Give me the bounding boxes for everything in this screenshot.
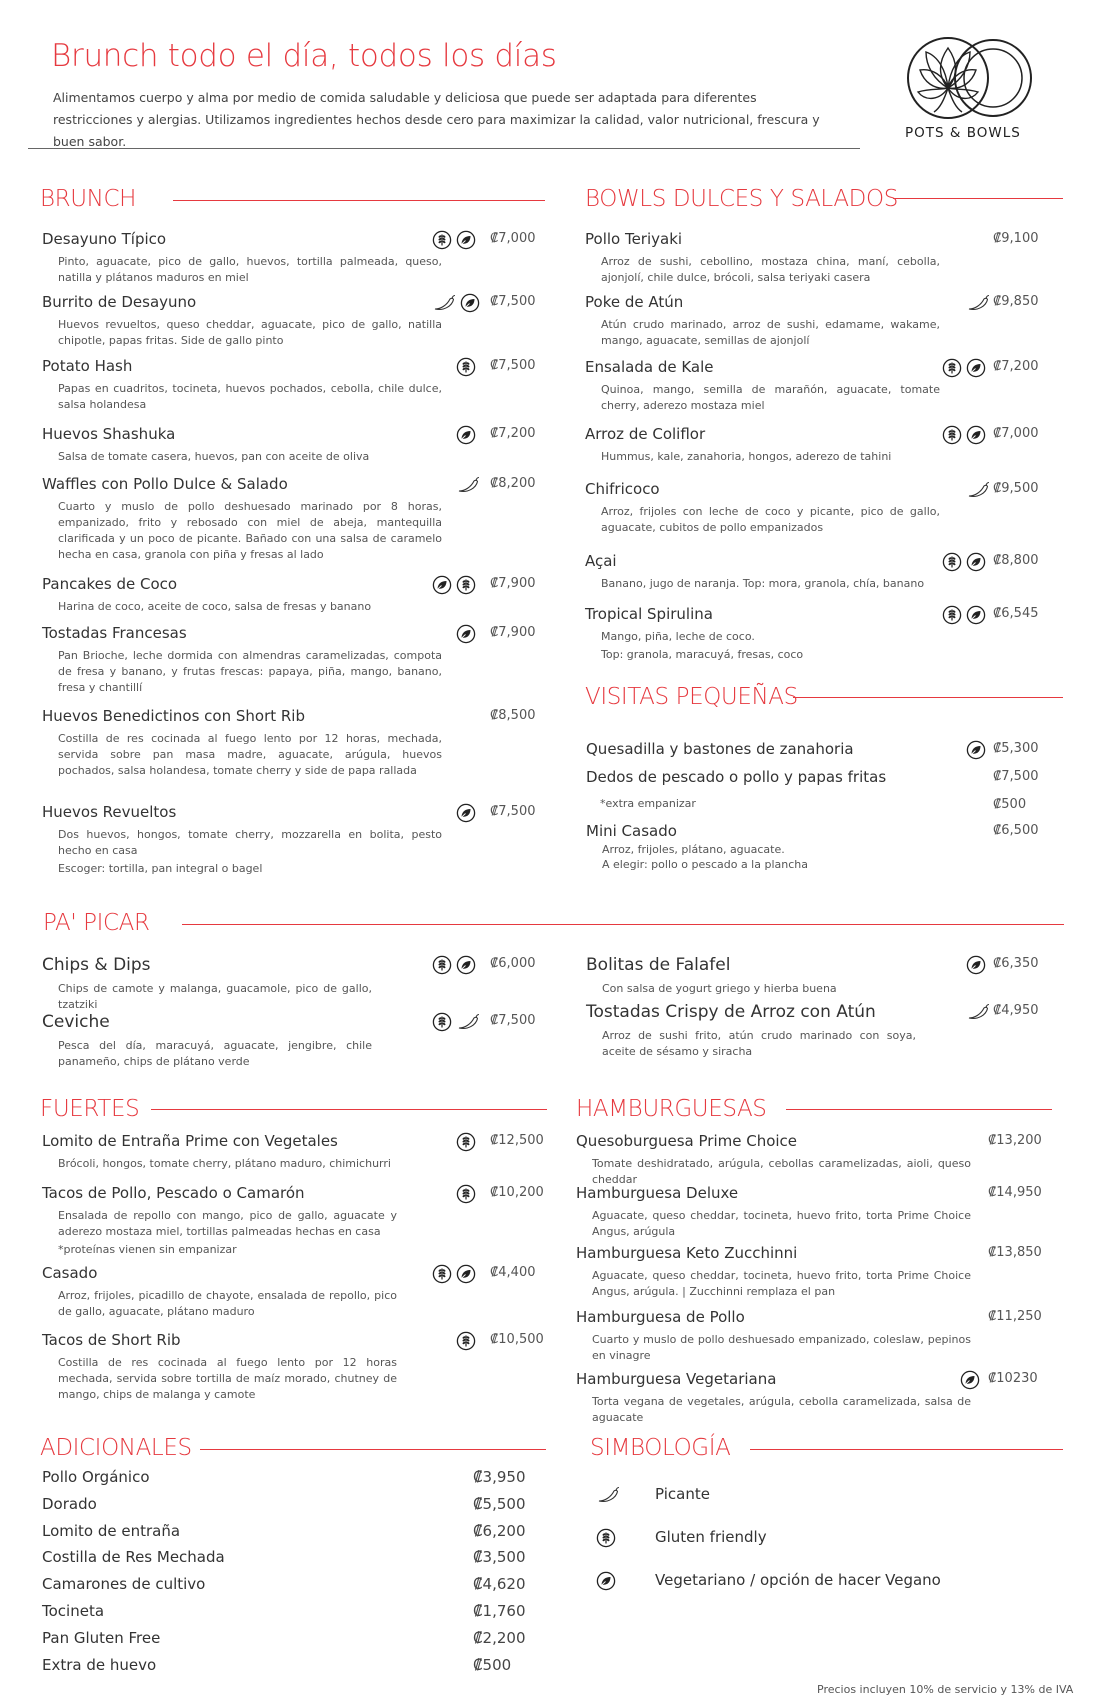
diet-icons xyxy=(456,357,476,381)
page-title: Brunch todo el día, todos los días xyxy=(51,38,557,74)
section-divider xyxy=(750,1449,1063,1450)
additional-price: ₡5,500 xyxy=(473,1494,526,1513)
vegetarian-leaf-icon xyxy=(966,425,986,449)
menu-item xyxy=(576,1132,971,1188)
vegetarian-leaf-icon xyxy=(966,552,986,576)
item-name: Bolitas de Falafel xyxy=(586,955,731,975)
item-price: ₡7,200 xyxy=(490,426,536,441)
gluten-free-icon xyxy=(942,425,962,449)
item-name: Mini Casado xyxy=(586,822,677,840)
item-price: ₡10230 xyxy=(988,1371,1038,1386)
chili-pepper-icon xyxy=(596,1485,620,1505)
item-price: ₡9,850 xyxy=(993,294,1039,309)
header-divider xyxy=(28,148,860,149)
item-note: *extra empanizar xyxy=(600,797,696,810)
vegetarian-leaf-icon xyxy=(966,740,986,764)
item-name: Tacos de Pollo, Pescado o Camarón xyxy=(42,1184,305,1202)
item-description: Tomate deshidratado, arúgula, cebollas caramelizadas, aioli, queso cheddar xyxy=(592,1157,971,1186)
additional-price: ₡4,620 xyxy=(473,1575,526,1594)
item-name: Lomito de Entraña Prime con Vegetales xyxy=(42,1132,338,1150)
chili-pepper-icon xyxy=(966,480,990,504)
item-name: Desayuno Típico xyxy=(42,230,167,248)
menu-item xyxy=(42,357,442,413)
menu-item xyxy=(42,1012,372,1070)
item-price: ₡7,000 xyxy=(490,231,536,246)
item-description: Dos huevos, hongos, tomate cherry, mozzarella en bolita, pesto hecho en casa xyxy=(58,828,442,857)
item-price: ₡7,900 xyxy=(490,625,536,640)
additional-name: Extra de huevo xyxy=(42,1655,157,1674)
item-description-extra: *proteínas vienen sin empanizar xyxy=(58,1243,237,1256)
vegetarian-leaf-icon xyxy=(966,955,986,979)
gluten-free-icon xyxy=(456,1184,476,1208)
menu-item xyxy=(42,230,442,286)
item-name: Hamburguesa Vegetariana xyxy=(576,1370,777,1388)
item-price: ₡4,950 xyxy=(993,1003,1039,1018)
item-price: ₡8,500 xyxy=(490,708,536,723)
section-picar-title: PA' PICAR xyxy=(43,910,150,936)
item-price: ₡4,400 xyxy=(490,1265,536,1280)
section-adicionales-title: ADICIONALES xyxy=(40,1435,192,1461)
menu-item xyxy=(42,1184,397,1258)
item-description: Brócoli, hongos, tomate cherry, plátano maduro, chimichurri xyxy=(58,1157,391,1170)
gluten-free-icon xyxy=(942,358,962,382)
item-description: Pesca del día, maracuyá, aguacate, jengibre, chile panameño, chips de plátano verde xyxy=(58,1039,372,1068)
item-description: Aguacate, queso cheddar, tocineta, huevo frito, torta Prime Choice Angus, arúgula. | Zucchinni remplaza el pan xyxy=(592,1269,971,1298)
item-description: Papas en cuadritos, tocineta, huevos pochados, cebolla, chile dulce, salsa holandesa xyxy=(58,382,442,411)
diet-icons xyxy=(942,358,986,382)
section-divider xyxy=(793,697,1063,698)
menu-item xyxy=(42,624,442,696)
gluten-free-icon xyxy=(456,1331,476,1355)
item-description: Torta vegana de vegetales, arúgula, cebolla caramelizada, salsa de aguacate xyxy=(592,1395,971,1424)
item-price: ₡13,850 xyxy=(988,1245,1042,1260)
section-brunch-title: BRUNCH xyxy=(40,186,137,212)
item-name: Pancakes de Coco xyxy=(42,575,178,593)
additional-name: Dorado xyxy=(42,1494,97,1513)
gluten-free-icon xyxy=(432,1012,452,1036)
item-name: Quesoburguesa Prime Choice xyxy=(576,1132,798,1150)
menu-item xyxy=(42,575,442,615)
vegetarian-leaf-icon xyxy=(596,1571,616,1591)
menu-item xyxy=(576,1244,971,1300)
item-description-extra: Escoger: tortilla, pan integral o bagel xyxy=(58,862,263,875)
menu-item xyxy=(600,796,960,812)
menu-item xyxy=(42,1132,397,1172)
menu-item xyxy=(586,822,946,872)
diet-icons xyxy=(432,955,476,979)
item-description: Mango, piña, leche de coco. xyxy=(601,630,755,643)
item-price: ₡6,000 xyxy=(490,956,536,971)
additional-name: Lomito de entraña xyxy=(42,1521,181,1540)
item-name: Quesadilla y bastones de zanahoria xyxy=(586,740,854,758)
gluten-free-icon xyxy=(596,1528,616,1548)
item-name: Huevos Benedictinos con Short Rib xyxy=(42,707,305,725)
item-price: ₡9,100 xyxy=(993,231,1039,246)
item-name: Hamburguesa Deluxe xyxy=(576,1184,739,1202)
item-name: Pollo Teriyaki xyxy=(585,230,683,248)
item-price: ₡11,250 xyxy=(988,1309,1042,1324)
additional-price: ₡3,500 xyxy=(473,1548,526,1567)
additional-name: Tocineta xyxy=(42,1602,105,1620)
item-price: ₡8,200 xyxy=(490,476,536,491)
gluten-free-icon xyxy=(942,605,962,629)
menu-item xyxy=(42,1331,397,1403)
item-name: Arroz de Coliflor xyxy=(585,425,706,443)
section-simbologia-title: SIMBOLOGÍA xyxy=(590,1435,731,1461)
item-description: Harina de coco, aceite de coco, salsa de fresas y banano xyxy=(58,600,372,613)
diet-icons xyxy=(942,605,986,629)
additional-price: ₡6,200 xyxy=(473,1521,526,1540)
diet-icons xyxy=(966,293,990,317)
menu-item xyxy=(42,955,372,1013)
item-description: Atún crudo marinado, arroz de sushi, edamame, wakame, mango, aguacate, semillas de ajonjolí xyxy=(601,318,940,347)
item-price: ₡7,900 xyxy=(490,576,536,591)
chili-pepper-icon xyxy=(432,293,456,317)
diet-icons xyxy=(456,475,480,499)
item-description: Pan Brioche, leche dormida con almendras caramelizadas, compota de fresa y banano, y frutas frescas: papaya, piña, mango, banano, fresa y chantillí xyxy=(58,649,442,694)
item-price: ₡7,200 xyxy=(993,359,1039,374)
logo-text: POTS & BOWLS xyxy=(905,125,1021,141)
item-price: ₡500 xyxy=(993,797,1027,812)
gluten-free-icon xyxy=(456,357,476,381)
item-price: ₡7,500 xyxy=(490,1013,536,1028)
additional-name: Pollo Orgánico xyxy=(42,1468,150,1486)
additional-price: ₡500 xyxy=(473,1655,512,1674)
item-description: Aguacate, queso cheddar, tocineta, huevo frito, torta Prime Choice Angus, arúgula xyxy=(592,1209,971,1238)
item-name: Burrito de Desayuno xyxy=(42,293,197,311)
item-price: ₡7,500 xyxy=(490,804,536,819)
diet-icons xyxy=(456,1184,476,1208)
diet-icons xyxy=(942,552,986,576)
item-description: Costilla de res cocinada al fuego lento por 12 horas, mechada, servida sobre pan masa madre, aguacate, arúgula, huevos pochados, salsa holandesa, tomate cherry y side de papa rallada xyxy=(58,732,442,777)
item-description: Arroz de sushi, cebollino, mostaza china, maní, cebolla, ajonjolí, chile dulce, brócoli, salsa teriyaki casera xyxy=(601,255,940,284)
item-description: Arroz, frijoles, plátano, aguacate. xyxy=(602,843,785,856)
gluten-free-icon xyxy=(432,1264,452,1288)
vegetarian-leaf-icon xyxy=(960,1370,980,1394)
gluten-free-icon xyxy=(456,1132,476,1156)
additional-name: Pan Gluten Free xyxy=(42,1628,161,1647)
item-price: ₡7,500 xyxy=(993,769,1039,784)
section-hamburguesas-title: HAMBURGUESAS xyxy=(576,1096,767,1122)
menu-item xyxy=(42,475,442,563)
item-price: ₡6,545 xyxy=(993,606,1039,621)
item-price: ₡6,350 xyxy=(993,956,1039,971)
item-description: Banano, jugo de naranja. Top: mora, granola, chía, banano xyxy=(601,577,925,590)
section-divider xyxy=(182,924,1064,925)
section-fuertes-title: FUERTES xyxy=(40,1096,140,1122)
diet-icons xyxy=(456,624,476,648)
diet-icons xyxy=(960,1370,980,1394)
item-description-extra: A elegir: pollo o pescado a la plancha xyxy=(602,858,808,871)
menu-item xyxy=(586,955,916,997)
additional-price: ₡2,200 xyxy=(473,1628,526,1647)
item-name: Poke de Atún xyxy=(585,293,684,311)
vegetarian-leaf-icon xyxy=(460,293,480,317)
item-description: Cuarto y muslo de pollo deshuesado empanizado, coleslaw, pepinos en vinagre xyxy=(592,1333,971,1362)
menu-item xyxy=(586,768,946,786)
vegetarian-leaf-icon xyxy=(966,605,986,629)
item-name: Ceviche xyxy=(42,1012,110,1032)
intro-text: Alimentamos cuerpo y alma por medio de comida saludable y deliciosa que puede ser adaptada para diferentes restricciones y alergias. Utilizamos ingredientes hechos desde cero para maximizar la calidad, valor nutricional, frescura y buen sabor. xyxy=(53,90,820,149)
diet-icons xyxy=(966,1002,990,1026)
menu-item xyxy=(42,803,442,877)
diet-icons xyxy=(432,1264,476,1288)
section-bowls-title: BOWLS DULCES Y SALADOS xyxy=(585,186,898,212)
section-divider xyxy=(893,198,1063,199)
item-name: Tostadas Francesas xyxy=(42,624,187,642)
item-name: Tacos de Short Rib xyxy=(42,1331,181,1349)
price-footnote: Precios incluyen 10% de servicio y 13% de IVA xyxy=(817,1683,1074,1696)
item-price: ₡5,300 xyxy=(993,741,1039,756)
menu-item xyxy=(586,740,946,758)
vegetarian-leaf-icon xyxy=(456,1264,476,1288)
legend-label: Vegetariano / opción de hacer Vegano xyxy=(655,1571,941,1589)
item-name: Chips & Dips xyxy=(42,955,151,975)
menu-item xyxy=(42,707,442,779)
item-name: Huevos Shashuka xyxy=(42,425,176,443)
legend-label: Gluten friendly xyxy=(655,1528,767,1546)
chili-pepper-icon xyxy=(966,1002,990,1026)
item-name: Tostadas Crispy de Arroz con Atún xyxy=(586,1002,876,1022)
diet-icons xyxy=(432,575,476,599)
item-price: ₡13,200 xyxy=(988,1133,1042,1148)
item-name: Casado xyxy=(42,1264,98,1282)
item-name: Hamburguesa Keto Zucchinni xyxy=(576,1244,798,1262)
item-description: Pinto, aguacate, pico de gallo, huevos, tortilla palmeada, queso, natilla y plátanos maduros en miel xyxy=(58,255,442,284)
additional-price: ₡1,760 xyxy=(473,1602,526,1620)
menu-item xyxy=(576,1184,971,1240)
diet-icons xyxy=(942,425,986,449)
section-divider xyxy=(151,1109,547,1110)
menu-item xyxy=(586,1002,916,1060)
chili-pepper-icon xyxy=(456,1012,480,1036)
menu-item xyxy=(42,425,442,465)
vegetarian-leaf-icon xyxy=(456,230,476,254)
item-description: Arroz, frijoles con leche de coco y picante, pico de gallo, aguacate, cubitos de pollo empanizados xyxy=(601,505,940,534)
diet-icons xyxy=(456,803,476,827)
section-divider xyxy=(200,1449,546,1450)
menu-item xyxy=(576,1308,971,1364)
item-name: Chifricoco xyxy=(585,480,660,498)
additional-name: Camarones de cultivo xyxy=(42,1575,206,1594)
diet-icons xyxy=(456,425,476,449)
item-name: Tropical Spirulina xyxy=(585,605,713,623)
menu-item xyxy=(585,293,940,349)
item-price: ₡9,500 xyxy=(993,481,1039,496)
item-description: Huevos revueltos, queso cheddar, aguacate, pico de gallo, natilla chipotle, papas fritas. Side de gallo pinto xyxy=(58,318,442,347)
gluten-free-icon xyxy=(432,955,452,979)
item-name: Huevos Revueltos xyxy=(42,803,177,821)
item-description: Quinoa, mango, semilla de marañón, aguacate, tomate cherry, aderezo mostaza miel xyxy=(601,383,940,412)
vegetarian-leaf-icon xyxy=(456,955,476,979)
gluten-free-icon xyxy=(456,575,476,599)
menu-item xyxy=(585,480,940,536)
vegetarian-leaf-icon xyxy=(456,803,476,827)
item-description: Salsa de tomate casera, huevos, pan con aceite de oliva xyxy=(58,450,370,463)
menu-item xyxy=(585,552,940,592)
item-price: ₡6,500 xyxy=(993,823,1039,838)
menu-item xyxy=(585,230,940,286)
chili-pepper-icon xyxy=(966,293,990,317)
chili-pepper-icon xyxy=(456,475,480,499)
menu-item xyxy=(585,605,940,663)
item-name: Ensalada de Kale xyxy=(585,358,714,376)
section-divider xyxy=(786,1109,1052,1110)
diet-icons xyxy=(432,293,480,317)
vegetarian-leaf-icon xyxy=(456,624,476,648)
diet-icons xyxy=(966,740,986,764)
item-price: ₡7,000 xyxy=(993,426,1039,441)
diet-icons xyxy=(456,1132,476,1156)
diet-icons xyxy=(966,955,986,979)
menu-item xyxy=(585,358,940,414)
gluten-free-icon xyxy=(432,230,452,254)
menu-item xyxy=(576,1370,971,1426)
item-description: Con salsa de yogurt griego y hierba buena xyxy=(602,982,837,995)
menu-item xyxy=(42,1264,397,1320)
item-price: ₡7,500 xyxy=(490,294,536,309)
item-price: ₡7,500 xyxy=(490,358,536,373)
item-name: Potato Hash xyxy=(42,357,133,375)
additional-price: ₡3,950 xyxy=(473,1468,526,1486)
gluten-free-icon xyxy=(942,552,962,576)
item-price: ₡14,950 xyxy=(988,1185,1042,1200)
menu-item xyxy=(42,293,442,349)
vegetarian-leaf-icon xyxy=(456,425,476,449)
menu-item xyxy=(585,425,940,465)
legend-label: Picante xyxy=(655,1485,710,1503)
item-price: ₡12,500 xyxy=(490,1133,544,1148)
item-price: ₡10,200 xyxy=(490,1185,544,1200)
item-description: Hummus, kale, zanahoria, hongos, aderezo de tahini xyxy=(601,450,892,463)
item-name: Waffles con Pollo Dulce & Salado xyxy=(42,475,288,493)
item-name: Dedos de pescado o pollo y papas fritas xyxy=(586,768,887,786)
vegetarian-leaf-icon xyxy=(432,575,452,599)
diet-icons xyxy=(966,480,990,504)
item-price: ₡8,800 xyxy=(993,553,1039,568)
diet-icons xyxy=(432,230,476,254)
item-description: Cuarto y muslo de pollo deshuesado marinado por 8 horas, empanizado, frito y rebosado con miel de abeja, mantequilla clarificada y un poco de picante. Bañado con una salsa de caramelo hecha en casa, granola con piña y fresas al lado xyxy=(58,500,442,561)
diet-icons xyxy=(432,1012,480,1036)
item-description: Chips de camote y malanga, guacamole, pico de gallo, tzatziki xyxy=(58,982,372,1011)
diet-icons xyxy=(456,1331,476,1355)
item-description: Costilla de res cocinada al fuego lento por 12 horas mechada, servida sobre tortilla de maíz morado, chutney de mango, chips de malanga y camote xyxy=(58,1356,397,1401)
item-description-extra: Top: granola, maracuyá, fresas, coco xyxy=(601,648,804,661)
vegetarian-leaf-icon xyxy=(966,358,986,382)
item-price: ₡10,500 xyxy=(490,1332,544,1347)
item-description: Arroz de sushi frito, atún crudo marinado con soya, aceite de sésamo y siracha xyxy=(602,1029,916,1058)
section-divider xyxy=(173,200,545,201)
additional-name: Costilla de Res Mechada xyxy=(42,1548,225,1567)
item-name: Hamburguesa de Pollo xyxy=(576,1308,745,1326)
item-description: Ensalada de repollo con mango, pico de gallo, aguacate y aderezo mostaza miel, tortillas palmeadas hechas en casa xyxy=(58,1209,397,1238)
section-visitas-title: VISITAS PEQUEÑAS xyxy=(585,684,798,710)
item-description: Arroz, frijoles, picadillo de chayote, ensalada de repollo, pico de gallo, aguacate, plátano maduro xyxy=(58,1289,397,1318)
item-name: Açai xyxy=(585,552,617,570)
